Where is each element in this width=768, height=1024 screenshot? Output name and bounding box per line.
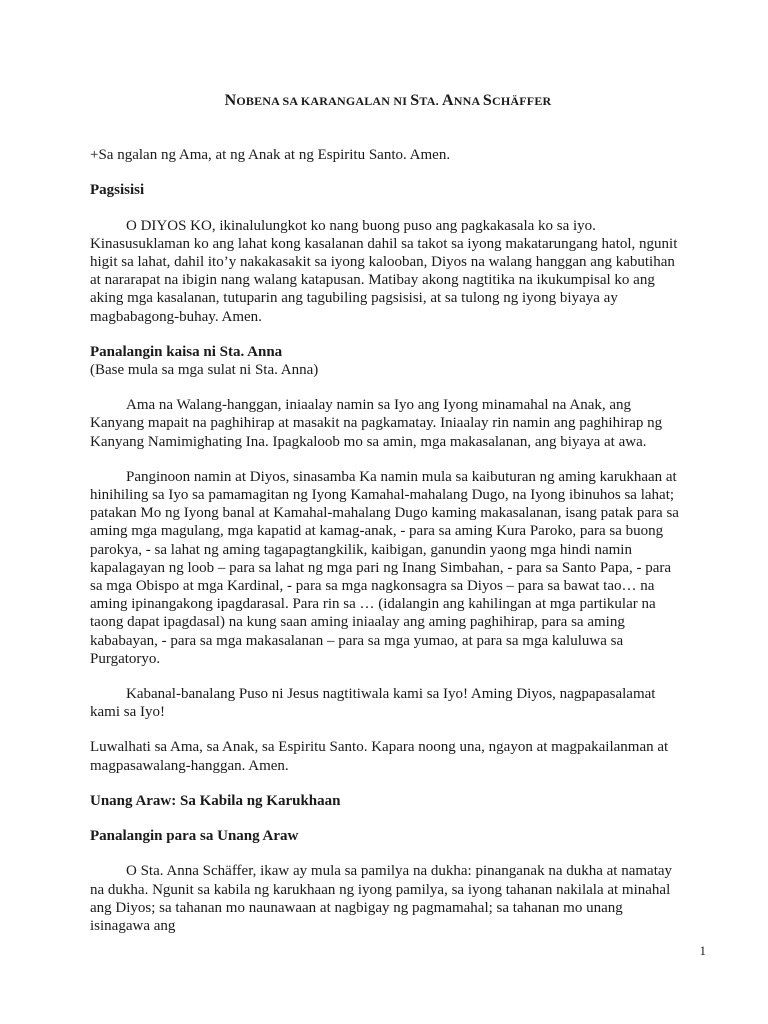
heading-pagsisisi: Pagsisisi xyxy=(90,182,145,199)
invocation: +Sa ngalan ng Ama, at ng Anak at ng Espiritu Santo. Amen. xyxy=(90,147,451,164)
paragraph-day1: O Sta. Anna Schäffer, ikaw ay mula sa pamilya na dukha: pinanganak na dukha at namatay na dukha. Ngunit sa kabila ng karukhaan ng iyong pamilya, sa iyong tahanan nakilala at minahal ang Diyos; sa tahanan mo naunawaan at nagbigay ng pagmamahal; sa tahanan mo unang isinagawa ang xyxy=(90,863,673,934)
paragraph-gloria: Luwalhati sa Ama, sa Anak, sa Espiritu Santo. Kapara noong una, ngayon at magpakailanman at magpasawalang-hanggan. Amen. xyxy=(90,739,669,774)
heading-panalangin: Panalangin kaisa ni Sta. Anna xyxy=(90,343,283,360)
paragraph-prayer-2: Panginoon namin at Diyos, sinasamba Ka namin mula sa kaibuturan ng aming karukhaan at hinihiling sa Iyo sa pamamagitan ng Iyong Kamahal-mahalang Dugo, na Iyong ibinuhos sa lahat; patakan Mo ng Iyong banal at Kamahal-mahalang Dugo kaming makasalanan, isang patak para sa aming mga magulang, mga kapatid at kamag-anak, - para sa aming Kura Paroko, para sa buong parokya, - sa lahat ng aming tagapagtangkilik, kaibigan, ganundin yaong mga hindi namin kapalagayan ng loob – para sa lahat ng mga pari ng Inang Simbahan, - para sa Santo Papa, - para sa mga Obispo at mga Kardinal, - para sa mga nagkonsagra sa Diyos – para sa bawat tao… na aming ipinangakong ipagdarasal. Para rin sa … (idalangin ang kahilingan at mga partikular na taong dapat ipagdasal) na kung saan aming iniaalay ang aming paghihirap, para sa aming kababayan, - para sa mga makasalanan – para sa mga yumao, at para sa mga kaluluwa sa Purgatoryo. xyxy=(90,468,679,667)
heading-day1-prayer: Panalangin para sa Unang Araw xyxy=(90,828,299,845)
paragraph-prayer-3: Kabanal-banalang Puso ni Jesus nagtitiwala kami sa Iyo! Aming Diyos, nagpapasalamat kami sa Iyo! xyxy=(90,686,656,721)
heading-day1: Unang Araw: Sa Kabila ng Karukhaan xyxy=(90,792,341,809)
document-content xyxy=(90,92,686,952)
paragraph-prayer-1: Ama na Walang-hanggan, iniaalay namin sa Iyo ang Iyong minamahal na Anak, ang Kanyang mapait na paghihirap at masakit na pagkamatay. Iniaalay rin namin ang paghihirap ng Kanyang Namimighating Ina. Ipagkaloob mo sa amin, mga makasalanan, ang biyaya at awa. xyxy=(90,397,663,450)
page-number: 1 xyxy=(699,943,706,958)
document-title: NOBENA SA KARANGALAN NI STA. ANNA SCHÄFFER xyxy=(224,92,552,109)
subheading-panalangin: (Base mula sa mga sulat ni Sta. Anna) xyxy=(90,362,319,379)
paragraph-pagsisisi: O DIYOS KO, ikinalulungkot ko nang buong puso ang pagkakasala ko sa iyo. Kinasusuklaman ko ang lahat kong kasalanan dahil sa takot sa iyong makatarungang hatol, ngunit higit sa lahat, dahil ito’y nakakasakit sa iyong kalooban, Diyos na walang hanggan ang kabutihan at nararapat na ibigin nang walang katapusan. Matibay akong nagtitika na ikukumpisal ko ang aking mga kasalanan, tutuparin ang tagubiling pagsisisi, at sa tulong ng iyong biyaya ay magbabagong-buhay. Amen. xyxy=(90,217,678,325)
